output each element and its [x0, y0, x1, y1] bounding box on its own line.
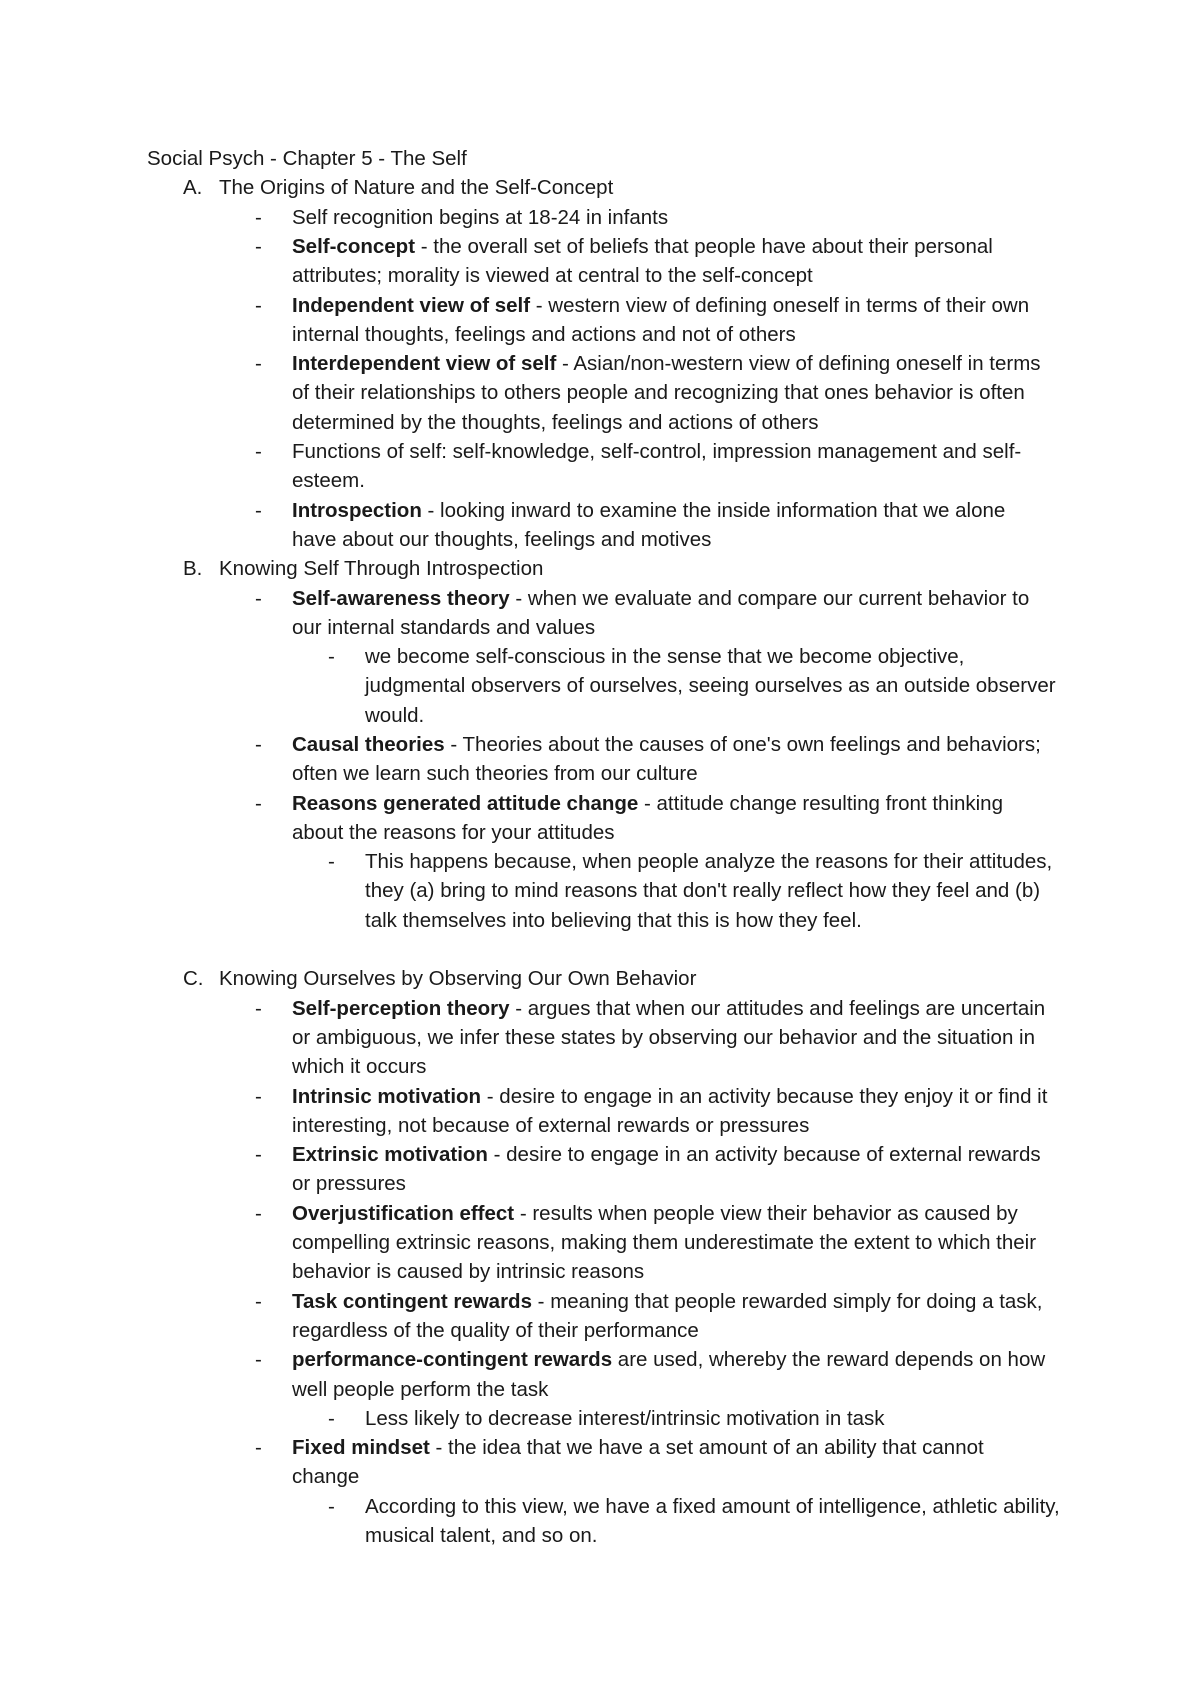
section-c-heading: Knowing Ourselves by Observing Our Own Behavior — [219, 967, 697, 991]
list-item — [292, 789, 1052, 848]
sub-list-item — [365, 1492, 1065, 1551]
section-b-marker: B. — [183, 557, 203, 581]
list-item-term: Overjustification effect — [292, 1201, 515, 1225]
sub-bullet-dash: - — [328, 1494, 335, 1518]
list-item — [292, 1287, 1052, 1346]
list-item-term: Introspection — [292, 498, 422, 522]
bullet-dash: - — [255, 1143, 262, 1167]
bullet-dash: - — [255, 205, 262, 229]
section-a-heading: The Origins of Nature and the Self-Concept — [219, 176, 614, 200]
bullet-dash: - — [255, 733, 262, 756]
bullet-dash: - — [255, 1348, 262, 1372]
list-item-term: Independent view of self — [292, 293, 531, 317]
list-item-term: Self-perception theory — [292, 996, 510, 1020]
list-item-term: Self-concept — [292, 234, 416, 258]
list-item-text: - attitude change resulting front thinking about the reasons for your attitudes — [292, 791, 1003, 844]
bullet-dash: - — [255, 234, 262, 258]
page-title: Social Psych - Chapter 5 - The Self — [147, 147, 467, 170]
list-item-text: - looking inward to examine the inside information that we alone have about our thoughts, feelings and motives — [292, 498, 1006, 551]
list-item — [292, 496, 1052, 555]
list-item-term: Causal theories — [292, 733, 445, 756]
list-item-text: - meaning that people rewarded simply for doing a task, regardless of the quality of their performance — [292, 1289, 1043, 1342]
list-item — [292, 232, 1052, 291]
sub-list-item — [365, 642, 1065, 730]
list-item-text: we become self-conscious in the sense that we become objective, judgmental observers of ourselves, seeing ourselves as an outside observer would. — [365, 645, 1056, 727]
bullet-dash: - — [255, 1436, 262, 1460]
bullet-dash: - — [255, 1289, 262, 1313]
list-item-text: - results when people view their behavior as caused by compelling extrinsic reasons, making them underestimate the extent to which their behavior is caused by intrinsic reasons — [292, 1201, 1037, 1284]
list-item-text: - Theories about the causes of one's own feelings and behaviors; often we learn such theories from our culture — [292, 733, 1041, 786]
sub-bullet-dash: - — [328, 1406, 335, 1430]
list-item-term: Self-awareness theory — [292, 586, 510, 610]
list-item — [292, 437, 1052, 496]
list-item — [292, 349, 1052, 437]
list-item — [292, 994, 1052, 1082]
list-item — [292, 203, 1052, 232]
bullet-dash: - — [255, 352, 262, 376]
list-item — [292, 1082, 1052, 1141]
list-item-text: - desire to engage in an activity because they enjoy it or find it interesting, not because of external rewards or pressures — [292, 1084, 1048, 1137]
section-c-marker: C. — [183, 967, 204, 991]
list-item-term: Fixed mindset — [292, 1436, 430, 1460]
list-item-text: - western view of defining oneself in terms of their own internal thoughts, feelings and actions and not of others — [292, 293, 1030, 346]
bullet-dash: - — [255, 440, 262, 463]
list-item-text: Self recognition begins at 18-24 in infants — [292, 205, 669, 229]
sub-bullet-dash: - — [328, 645, 335, 669]
section-a-marker: A. — [183, 176, 203, 200]
list-item — [292, 1140, 1052, 1199]
list-item-text: Functions of self: self-knowledge, self-control, impression management and self-esteem. — [292, 440, 1022, 493]
list-item — [292, 584, 1052, 643]
list-item — [292, 1199, 1052, 1287]
list-item-term: Interdependent view of self — [292, 352, 557, 376]
list-item-term: Task contingent rewards — [292, 1289, 532, 1313]
sub-list-item — [365, 847, 1065, 935]
list-item-text: - when we evaluate and compare our current behavior to our internal standards and values — [292, 586, 1030, 639]
bullet-dash: - — [255, 586, 262, 610]
list-item-text: - Asian/non-western view of defining oneself in terms of their relationships to others people and recognizing that ones behavior is often determined by the thoughts, feelings and actions of others — [292, 352, 1041, 434]
bullet-dash: - — [255, 1201, 262, 1225]
list-item-text: are used, whereby the reward depends on how well people perform the task — [292, 1348, 1046, 1401]
list-item — [292, 730, 1052, 789]
list-item-text: Less likely to decrease interest/intrinsic motivation in task — [365, 1406, 885, 1430]
section-b-heading: Knowing Self Through Introspection — [219, 557, 544, 581]
bullet-dash: - — [255, 791, 262, 815]
bullet-dash: - — [255, 996, 262, 1020]
list-item — [292, 1345, 1052, 1404]
list-item-text: - desire to engage in an activity because of external rewards or pressures — [292, 1143, 1041, 1196]
bullet-dash: - — [255, 293, 262, 317]
list-item-text: - the overall set of beliefs that people have about their personal attributes; morality is viewed at central to the self-concept — [292, 234, 993, 288]
list-item-text: According to this view, we have a fixed amount of intelligence, athletic ability, musical talent, and so on. — [365, 1494, 1060, 1548]
list-item-term: Intrinsic motivation — [292, 1084, 482, 1108]
bullet-dash: - — [255, 1084, 262, 1108]
list-item-term: Reasons generated attitude change — [292, 791, 639, 815]
list-item-text: - the idea that we have a set amount of an ability that cannot change — [292, 1436, 984, 1489]
list-item-text: This happens because, when people analyze the reasons for their attitudes, they (a) bring to mind reasons that don't really reflect how they feel and (b) talk themselves into believing that this is how they feel. — [365, 850, 1053, 932]
bullet-dash: - — [255, 498, 262, 522]
list-item-text: - argues that when our attitudes and feelings are uncertain or ambiguous, we infer these states by observing our behavior and the situation in which it occurs — [292, 996, 1046, 1079]
list-item — [292, 1433, 1052, 1492]
list-item-term: performance-contingent rewards — [292, 1348, 613, 1372]
sub-list-item — [365, 1404, 1065, 1433]
list-item-term: Extrinsic motivation — [292, 1143, 488, 1167]
sub-bullet-dash: - — [328, 850, 335, 874]
list-item — [292, 291, 1052, 350]
